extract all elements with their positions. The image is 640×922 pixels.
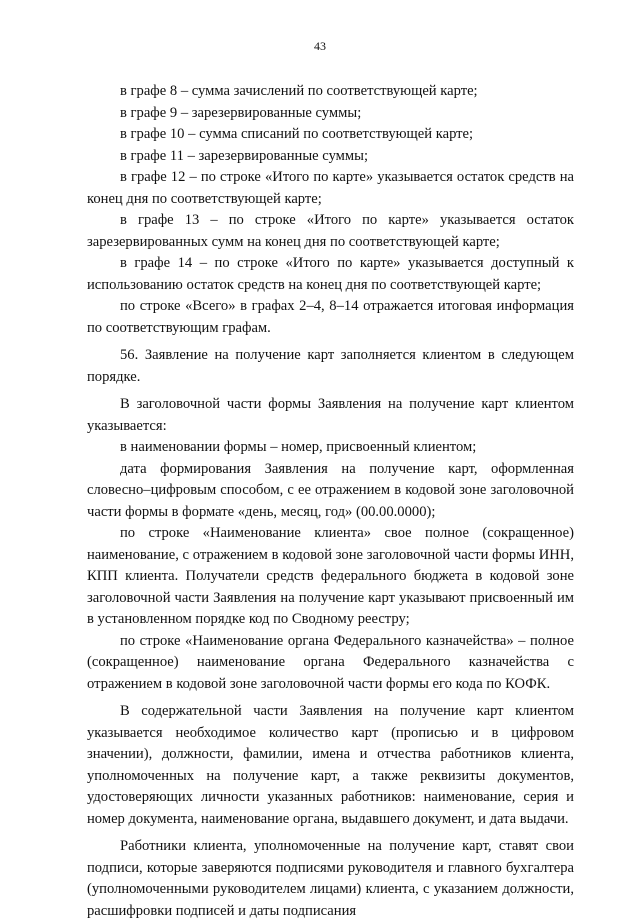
paragraph-column-13: в графе 13 – по строке «Итого по карте» указывается остаток зарезервированных сумм на конец дня по соответствующей карте; <box>87 212 574 250</box>
paragraph-section-56: 56. Заявление на получение карт заполняется клиентом в следующем порядке. <box>87 347 574 385</box>
paragraph-signatures: Работники клиента, уполномоченные на получение карт, ставят свои подписи, которые заверяются подписями руководителя и главного бухгалтера (уполномоченными руководителем лицами) клиента, с указанием должности, расшифровки подписей и даты подписания <box>87 838 574 919</box>
paragraph-content-part: В содержательной части Заявления на получение карт клиентом указывается необходимое количество карт (прописью и в цифровом значении), должности, фамилии, имена и отчества работников клиента, уполномоченных на получение карт, а также реквизиты документов, удостоверяющих личности указанных работников: наименование, серия и номер документа, наименование органа, выдавшего документ, и дата выдачи. <box>87 703 574 827</box>
page-number: 43 <box>314 39 326 53</box>
paragraph-column-9: в графе 9 – зарезервированные суммы; <box>120 104 362 121</box>
paragraph-column-14: в графе 14 – по строке «Итого по карте» указывается доступный к использованию остаток средств на конец дня по соответствующей карте; <box>87 255 574 293</box>
paragraph-form-name: в наименовании формы – номер, присвоенный клиентом; <box>120 439 477 455</box>
paragraph-total-row: по строке «Всего» в графах 2–4, 8–14 отражается итоговая информация по соответствующим графам. <box>87 298 574 336</box>
paragraph-column-10: в графе 10 – сумма списаний по соответствующей карте; <box>120 126 474 142</box>
paragraph-form-date: дата формирования Заявления на получение карт, оформленная словесно–цифровым способом, с ее отражением в кодовой зоне заголовочной части формы в формате «день, месяц, год» (00.00.0000); <box>87 460 574 520</box>
paragraph-header-part: В заголовочной части формы Заявления на получение карт клиентом указывается: <box>87 396 574 434</box>
paragraph-treasury-body: по строке «Наименование органа Федерального казначейства» – полное (сокращенное) наименование органа Федерального казначейства с отражением в кодовой зоне заголовочной части формы его кода по КОФК. <box>87 632 574 692</box>
paragraph-column-8: в графе 8 – сумма зачислений по соответствующей карте; <box>120 83 478 99</box>
paragraph-client-name: по строке «Наименование клиента» свое полное (сокращенное) наименование, с отражением в кодовой зоне заголовочной части формы ИНН, КПП клиента. Получатели средств федерального бюджета в кодовой зоне заголовочной части Заявления на получение карт указывают присвоенный им в установленном порядке код по Сводному реестру; <box>87 525 574 627</box>
paragraph-column-12: в графе 12 – по строке «Итого по карте» указывается остаток средств на конец дня по соответствующей карте; <box>87 169 574 207</box>
paragraph-column-11: в графе 11 – зарезервированные суммы; <box>120 147 369 164</box>
document-body <box>87 81 574 922</box>
